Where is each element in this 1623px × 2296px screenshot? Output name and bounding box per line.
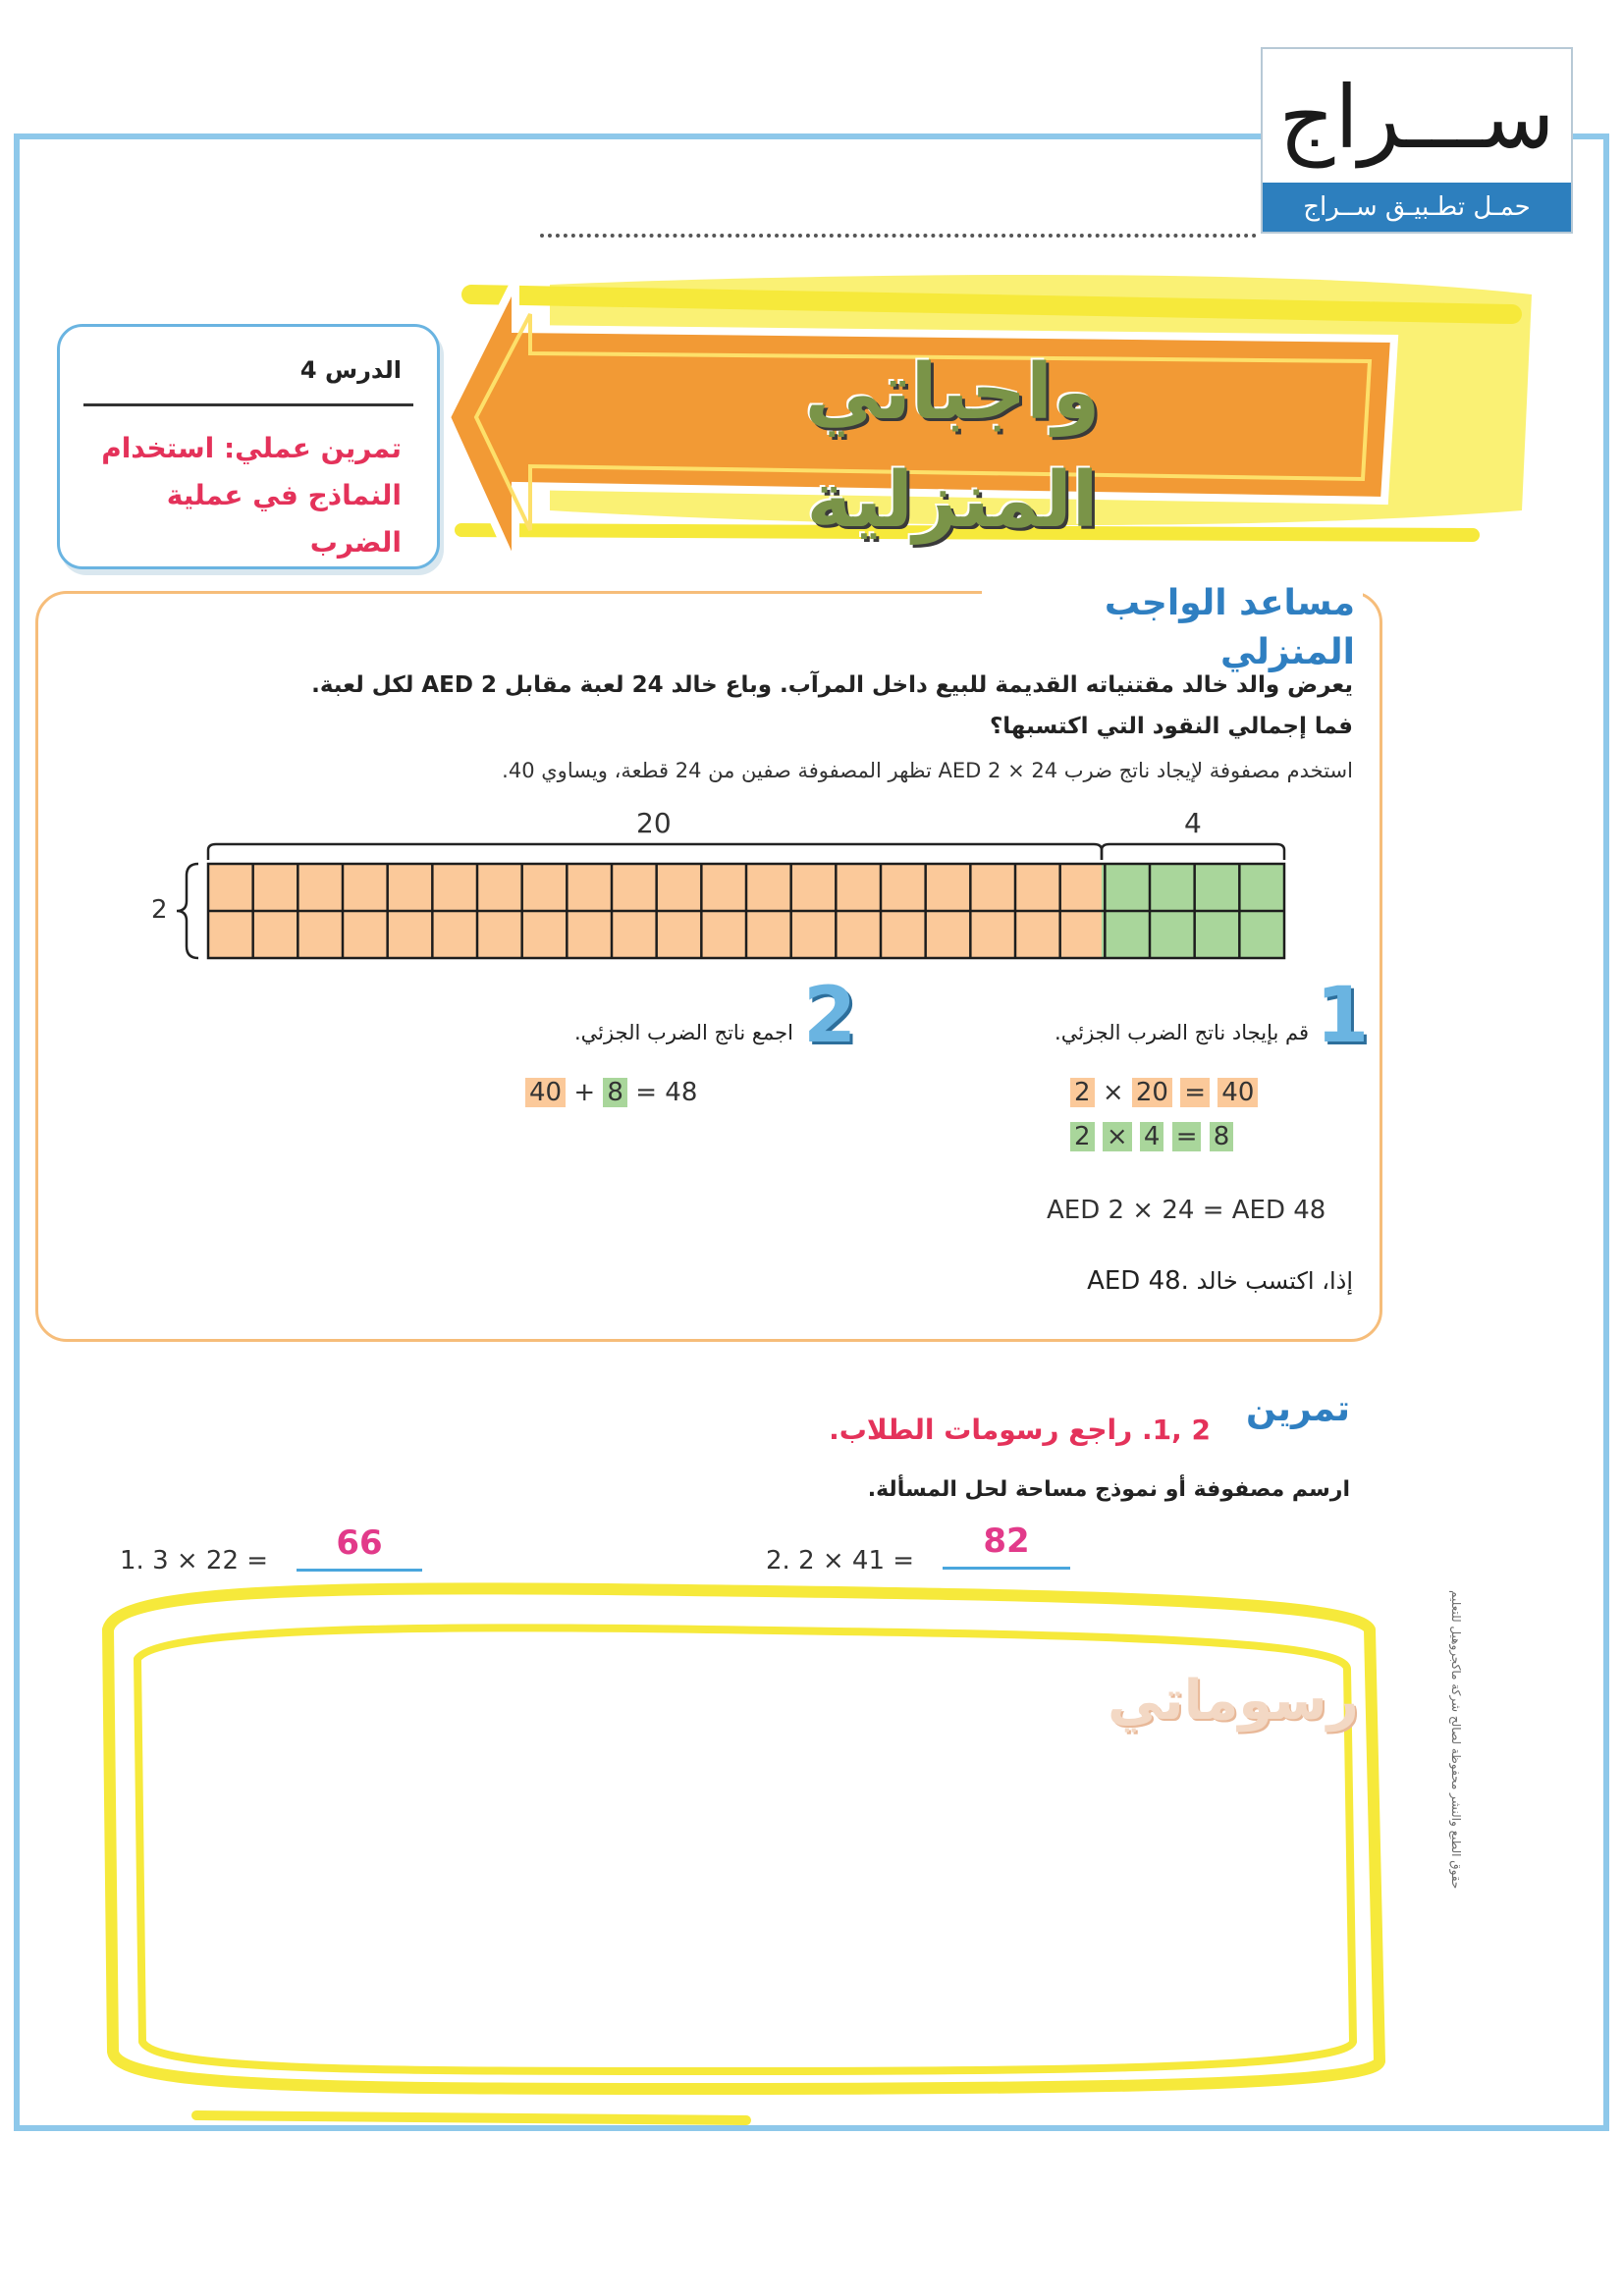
question-2 xyxy=(766,1546,914,1575)
step-2-number: 2 xyxy=(803,972,857,1060)
lesson-title-line2: النماذج في عملية الضرب xyxy=(166,479,402,559)
drawing-label: رسوماتي xyxy=(1108,1669,1359,1733)
eq2-op: × xyxy=(1103,1122,1132,1151)
model-label-4: 4 xyxy=(1184,807,1202,839)
sum-a: 40 xyxy=(525,1078,566,1107)
q2-answer: 82 xyxy=(983,1522,1030,1561)
homework-helper-box xyxy=(35,591,1382,1342)
sum-b: 8 xyxy=(603,1078,627,1107)
question-1 xyxy=(120,1546,268,1575)
step-2-equation xyxy=(525,1078,697,1107)
step-1-number: 1 xyxy=(1316,972,1370,1060)
problem-line-2: فما إجمالي النقود التي اكتسبها؟ xyxy=(989,714,1353,739)
q1-answer-field[interactable] xyxy=(297,1523,422,1572)
banner-title: واجباتي المنزلية xyxy=(804,348,1101,545)
sum-result: 48 xyxy=(665,1078,698,1107)
step-1-label: قم بإيجاد ناتج الضرب الجزئي. xyxy=(1055,1021,1309,1044)
q1-expression: 3 × 22 = xyxy=(152,1546,269,1575)
eq1-result: 40 xyxy=(1217,1078,1258,1107)
total-equation: AED 2 × 24 = AED 48 xyxy=(1047,1196,1326,1225)
eq1-a: 2 xyxy=(1070,1078,1095,1107)
lesson-number: الدرس 4 xyxy=(299,356,402,384)
practice-note: 2 ,1. راجع رسومات الطلاب. xyxy=(829,1414,1211,1446)
helper-heading: مساعد الواجب المنزلي xyxy=(982,579,1363,628)
step-2-label: اجمع ناتج الضرب الجزئي. xyxy=(573,1021,793,1044)
eq1-op: × xyxy=(1102,1078,1124,1107)
model-label-rows: 2 xyxy=(151,895,168,925)
conclusion-prefix: إذا، اكتسب خالد xyxy=(1196,1267,1353,1295)
conclusion xyxy=(1087,1266,1353,1296)
practice-title: تمرين xyxy=(1246,1389,1350,1429)
step-1-equation-2 xyxy=(1070,1122,1233,1151)
practice-instruction: ارسم مصفوفة أو نموذج مساحة لحل المسألة. xyxy=(867,1477,1350,1502)
q1-label: 1. xyxy=(120,1546,144,1575)
conclusion-value: AED 48. xyxy=(1087,1266,1189,1296)
logo-tagline: حمـل تطـبيـق ســراج xyxy=(1263,183,1571,232)
step-1-equation-1 xyxy=(1070,1078,1258,1107)
eq2-eq: = xyxy=(1172,1122,1202,1151)
eq2-a: 2 xyxy=(1070,1122,1095,1151)
lesson-divider xyxy=(83,403,413,406)
sum-op: + xyxy=(573,1078,596,1107)
problem-line-1: يعرض والد خالد مقتنياته القديمة للبيع داخل المرآب. وباع خالد 24 لعبة مقابل AED 2 لكل لعبة. xyxy=(311,672,1353,698)
lesson-card xyxy=(57,324,440,569)
q2-expression: 2 × 41 = xyxy=(798,1546,915,1575)
sum-eq: = xyxy=(635,1078,658,1107)
logo-word: ســـراج xyxy=(1278,67,1555,168)
model-label-20: 20 xyxy=(636,807,672,839)
instruction-line: استخدم مصفوفة لإيجاد ناتج ضرب 24 × AED 2 تظهر المصفوفة صفين من 24 قطعة، ويساوي 40. xyxy=(502,759,1353,782)
q1-answer: 66 xyxy=(336,1523,383,1563)
copyright-side-note: حقوق الطبع والنشر محفوظة لصالح شركة ماكجروهيل للتعليم xyxy=(1449,1590,1463,1890)
q2-label: 2. xyxy=(766,1546,790,1575)
eq1-b: 20 xyxy=(1132,1078,1172,1107)
eq1-eq: = xyxy=(1180,1078,1210,1107)
lesson-title xyxy=(80,425,402,566)
q2-answer-field[interactable] xyxy=(943,1522,1070,1570)
eq2-result: 8 xyxy=(1210,1122,1234,1151)
eq2-b: 4 xyxy=(1140,1122,1164,1151)
lesson-title-line1: تمرين عملي: استخدام xyxy=(101,432,402,464)
